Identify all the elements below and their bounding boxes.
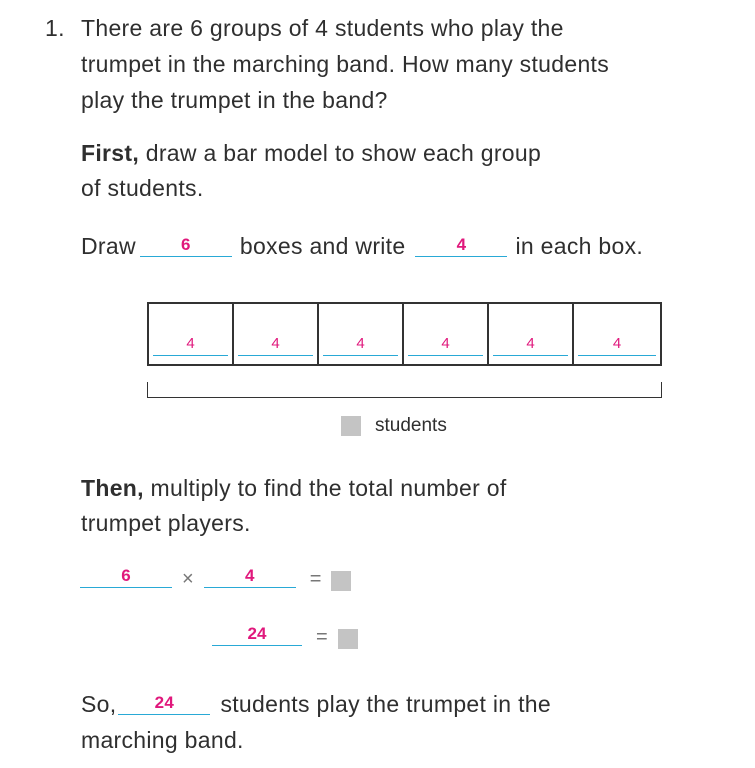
bar-model bbox=[147, 302, 662, 366]
total-label-row bbox=[341, 413, 447, 439]
factor-a-blank[interactable]: 6 bbox=[80, 566, 172, 588]
bar-box-value[interactable]: 4 bbox=[153, 332, 228, 356]
then-label: Then, bbox=[81, 475, 144, 501]
unknown-box-icon[interactable] bbox=[341, 416, 361, 436]
times-sign: × bbox=[182, 568, 194, 590]
then-text-1: multiply to find the total number of bbox=[143, 475, 507, 501]
first-label: First, bbox=[81, 140, 140, 166]
first-instruction-line-1 bbox=[81, 135, 541, 171]
bar-box-value[interactable]: 4 bbox=[578, 332, 656, 356]
problem-number: 1. bbox=[45, 15, 65, 41]
bar-box-value[interactable]: 4 bbox=[408, 332, 483, 356]
answer-suffix: students play the trumpet in the bbox=[220, 691, 551, 717]
answer-prefix: So, bbox=[81, 691, 117, 717]
draw-suffix: in each box. bbox=[515, 233, 644, 259]
equation-multiply bbox=[80, 566, 351, 596]
factor-b-blank[interactable]: 4 bbox=[204, 566, 296, 588]
bar-box bbox=[572, 302, 662, 366]
problem-line-2: trumpet in the marching band. How many students bbox=[81, 51, 610, 77]
bar-box bbox=[317, 302, 404, 366]
problem-line-1: There are 6 groups of 4 students who play the bbox=[81, 15, 564, 41]
unknown-box-icon[interactable] bbox=[338, 629, 358, 649]
total-label: students bbox=[375, 415, 447, 436]
unknown-box-icon[interactable] bbox=[331, 571, 351, 591]
bar-box bbox=[232, 302, 319, 366]
answer-line-1 bbox=[81, 686, 551, 722]
bar-box bbox=[487, 302, 574, 366]
bar-box-value[interactable]: 4 bbox=[323, 332, 398, 356]
total-bracket bbox=[147, 382, 662, 398]
first-text-1: draw a bar model to show each group bbox=[139, 140, 542, 166]
product-blank[interactable]: 24 bbox=[212, 624, 302, 646]
bar-box bbox=[147, 302, 234, 366]
draw-prefix: Draw bbox=[81, 233, 136, 259]
problem-line-3: play the trumpet in the band? bbox=[81, 87, 388, 113]
boxes-count-blank[interactable]: 6 bbox=[140, 235, 232, 257]
box-value-blank[interactable]: 4 bbox=[415, 235, 507, 257]
then-instruction-line-2: trumpet players. bbox=[81, 510, 251, 536]
equals-sign: = bbox=[316, 626, 328, 648]
draw-middle: boxes and write bbox=[239, 233, 406, 259]
draw-instruction bbox=[81, 228, 643, 264]
first-instruction-line-2: of students. bbox=[81, 175, 204, 201]
bar-box-value[interactable]: 4 bbox=[493, 332, 568, 356]
answer-blank[interactable]: 24 bbox=[118, 693, 210, 715]
then-instruction-line-1 bbox=[81, 470, 507, 506]
equation-product bbox=[212, 624, 358, 654]
equals-sign: = bbox=[309, 568, 322, 590]
answer-line-2: marching band. bbox=[81, 727, 244, 753]
bar-box-value[interactable]: 4 bbox=[238, 332, 313, 356]
bar-box bbox=[402, 302, 489, 366]
